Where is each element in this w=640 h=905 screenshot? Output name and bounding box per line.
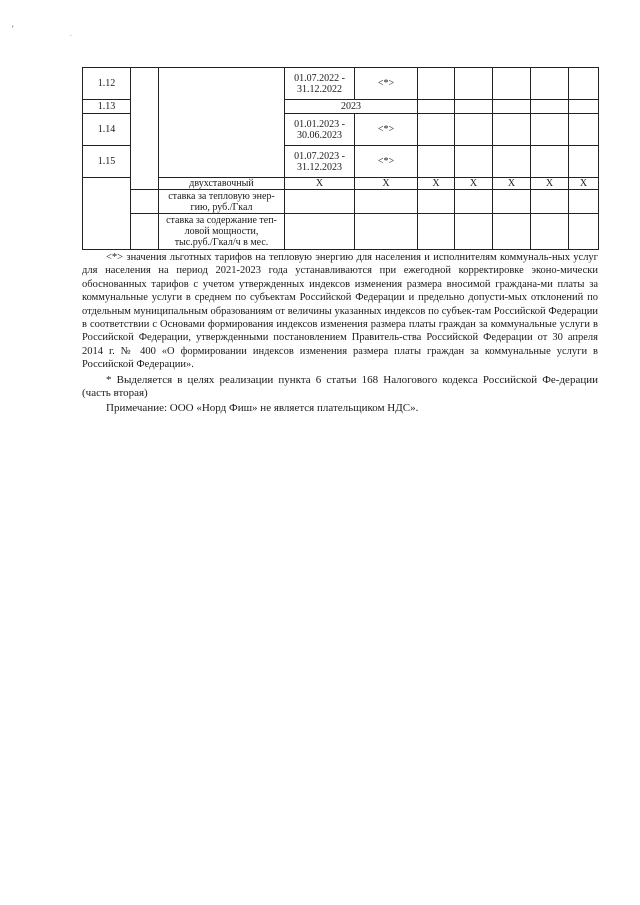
period-cell: 01.07.2023 - 31.12.2023	[285, 146, 355, 178]
period-cell: 01.07.2022 - 31.12.2022	[285, 68, 355, 100]
footnote-mark: <*>	[355, 114, 418, 146]
x-mark: X	[285, 178, 355, 190]
row-number: 1.15	[83, 146, 131, 178]
period-cell: 01.01.2023 - 30.06.2023	[285, 114, 355, 146]
x-mark: X	[493, 178, 531, 190]
table-row	[83, 178, 599, 190]
x-mark: X	[569, 178, 599, 190]
energy-rate-label: ставка за тепловую энер- гию, руб./Гкал	[159, 190, 285, 214]
x-mark: X	[418, 178, 455, 190]
remark: Примечание: ООО «Норд Фиш» не является плательщиком НДС».	[106, 402, 419, 415]
row-number: 1.13	[83, 100, 131, 114]
blank-cell	[131, 68, 159, 190]
row-number: 1.14	[83, 114, 131, 146]
two-part-label: двухставочный	[159, 178, 285, 190]
tariff-table	[82, 67, 599, 250]
blank-cell	[83, 178, 131, 250]
capacity-rate-label: ставка за содержание теп- ловой мощности, тыс.руб./Гкал/ч в мес.	[159, 214, 285, 250]
table-row	[83, 68, 599, 100]
row-number: 1.12	[83, 68, 131, 100]
x-mark: X	[455, 178, 493, 190]
footnote-mark: <*>	[355, 68, 418, 100]
x-mark: X	[355, 178, 418, 190]
x-mark: X	[531, 178, 569, 190]
notes-section	[82, 251, 598, 416]
footnote-text: <*> значения льготных тарифов на тепловую энергию для населения и исполнителям коммуналь-ных услуг для населения на период 2021-2023 года устанавливаются при ежегодной корректировке эконо-мически обоснованных тарифов с учетом утвержденных индексов изменения размера вносимой граждана-ми платы за коммунальные услуги в среднем по субъектам Российской Федерации и предельно допусти-мых отклонений по отдельным муниципальным образованиям от величины указанных индексов по субъек-там Российской Федерации в соответствии с Основами формирования индексов изменения размера платы граждан за коммунальные услуги в Российской Федерации, утвержденными постановлением Правитель-ства Российской Федерации от 30 апреля 2014 г. № 400 «О формировании индексов изменения размера платы граждан за коммунальные услуги в Российской Федерации».	[82, 252, 598, 371]
footnote-mark: <*>	[355, 146, 418, 178]
table-row	[83, 190, 599, 214]
margin-mark: .	[70, 30, 72, 38]
table-row	[83, 214, 599, 250]
margin-mark: '	[12, 24, 14, 34]
year-cell: 2023	[285, 100, 418, 114]
vat-note: * Выделяется в целях реализации пункта 6 статьи 168 Налогового кодекса Российской Фе-дерации (часть вторая)	[82, 373, 598, 400]
blank-cell	[159, 68, 285, 178]
